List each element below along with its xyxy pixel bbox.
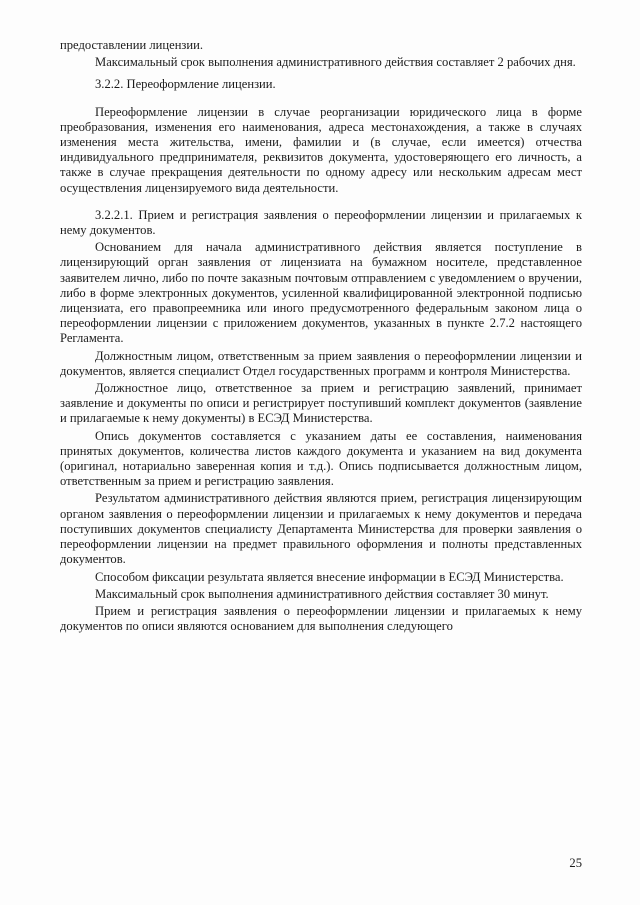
paragraph-reissue-cases: Переоформление лицензии в случае реорганизации юридического лица в форме преобразования, изменения его наименования, адреса местонахождения, а также в случаях изменения места жительства, имени, фамилии и (в случае, если имеется) отчества индивидуального предпринимателя, реквизитов документа, удостоверяющего его личность, а также в случае прекращения деятельности по одному адресу или нескольким адресам мест осуществления лицензируемого вида деятельности.: [60, 104, 582, 195]
subsection-heading-3-2-2-1: 3.2.2.1. Прием и регистрация заявления о переоформлении лицензии и прилагаемых к нему документов.: [60, 207, 582, 238]
paragraph-max-term-2-days: Максимальный срок выполнения административного действия составляет 2 рабочих дня.: [95, 55, 576, 70]
paragraph-continuation: предоставлении лицензии.: [60, 38, 204, 52]
paragraph-acceptance: Должностное лицо, ответственное за прием и регистрацию заявлений, принимает заявление и документы по описи и регистрирует поступивший комплект документов (заявление и прилагаемые к нему документы) в ЕСЭД Министерства.: [60, 381, 582, 426]
paragraph-result: Результатом административного действия являются прием, регистрация лицензирующим органом заявления о переоформлении лицензии и прилагаемых к нему документов и передача поступивших документов специалисту Департамента Министерства для проверки заявления о переоформлении лицензии на предмет правильного оформления и полноты представленных документов.: [60, 491, 582, 567]
section-heading-3-2-2: 3.2.2. Переоформление лицензии.: [95, 77, 276, 92]
paragraph-fixation-method: Способом фиксации результата является внесение информации в ЕСЭД Министерства.: [95, 569, 564, 584]
paragraph-next-step: Прием и регистрация заявления о переоформлении лицензии и прилагаемых к нему документов по описи являются основанием для выполнения следующего: [60, 603, 582, 634]
document-body: [60, 38, 582, 636]
paragraph-responsible-official: Должностным лицом, ответственным за прием заявления о переоформлении лицензии и документов, является специалист Отдел государственных программ и контроля Министерства.: [60, 348, 582, 378]
paragraph-grounds: Основанием для начала административного действия является поступление в лицензирующий орган заявления от лицензиата на бумажном носителе, представленное заявителем лично, либо по почте заказным почтовым отправлением с уведомлением о вручении, либо в форме электронных документов, усиленной квалифицированной электронной подписью лицензиата, его правопреемника или иного предусмотренного федеральным законом лица о переоформлении лицензии с приложением документов, указанных в пункте 2.7.2 настоящего Регламента.: [60, 240, 582, 346]
paragraph-max-term-30-minutes: Максимальный срок выполнения административного действия составляет 30 минут.: [95, 586, 549, 601]
page-number: 25: [569, 856, 582, 870]
paragraph-inventory: Опись документов составляется с указанием даты ее составления, наименования принятых документов, количества листов каждого документа и указанием на вид документа (оригинал, нотариально заверенная копия и т.д.). Опись подписывается должностным лицом, ответственным за прием и регистрацию заявления.: [60, 428, 582, 489]
